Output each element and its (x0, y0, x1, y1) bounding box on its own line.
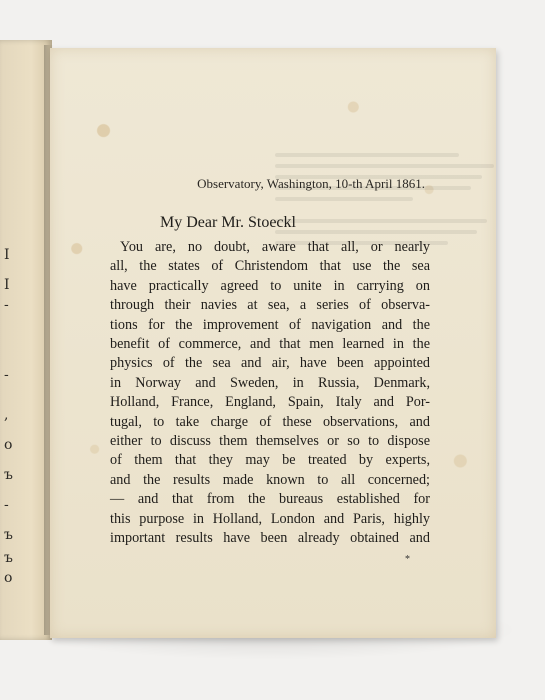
left-page-glyph: о (4, 570, 13, 586)
left-page-glyph: о (4, 437, 13, 453)
body-line: You are, no doubt, aware that all, or nearly (120, 239, 430, 255)
body-line: Holland, France, England, Spain, Italy and Por- (110, 394, 430, 411)
body-line: and the results made known to all concerned; (110, 471, 430, 488)
body-line: through their navies at sea, a series of observa- (110, 297, 430, 314)
left-page-glyph: - (4, 297, 9, 313)
body-line: tugal, to take charge of these observations, and (110, 413, 430, 430)
body-line: this purpose in Holland, London and Paris, highly (110, 510, 430, 527)
body-line: have practically agreed to unite in carrying on (110, 277, 430, 294)
letter-body (110, 238, 430, 549)
body-line: either to discuss them themselves or so to dispose (110, 433, 430, 450)
body-line: physics of the sea and air, have been appointed (110, 355, 430, 372)
salutation: My Dear Mr. Stoeckl (160, 214, 296, 231)
left-page-glyph: , (4, 407, 9, 423)
body-line: in Norway and Sweden, in Russia, Denmark, (110, 374, 430, 391)
left-page-glyph: - (4, 497, 9, 513)
body-line: important results have been already obtained and (110, 530, 430, 547)
body-line: benefit of commerce, and that men learned in the (110, 336, 430, 353)
body-line: tions for the improvement of navigation and the (110, 316, 430, 333)
body-line: all, the states of Christendom that use the sea (110, 258, 430, 275)
body-line: of them that they may be treated by experts, (110, 452, 430, 469)
left-page-glyph: I (4, 247, 10, 263)
left-page-glyph: ъ (4, 467, 13, 483)
body-line: — and that from the bureaus established for (110, 491, 430, 508)
footnote-mark: * (405, 554, 410, 565)
left-page-glyph: ъ (4, 527, 13, 543)
left-page-glyph: ъ (4, 550, 13, 566)
dateline: Observatory, Washington, 10-th April 1861. (197, 176, 425, 191)
left-page-glyph: I (4, 277, 10, 293)
left-page-glyph: - (4, 367, 9, 383)
